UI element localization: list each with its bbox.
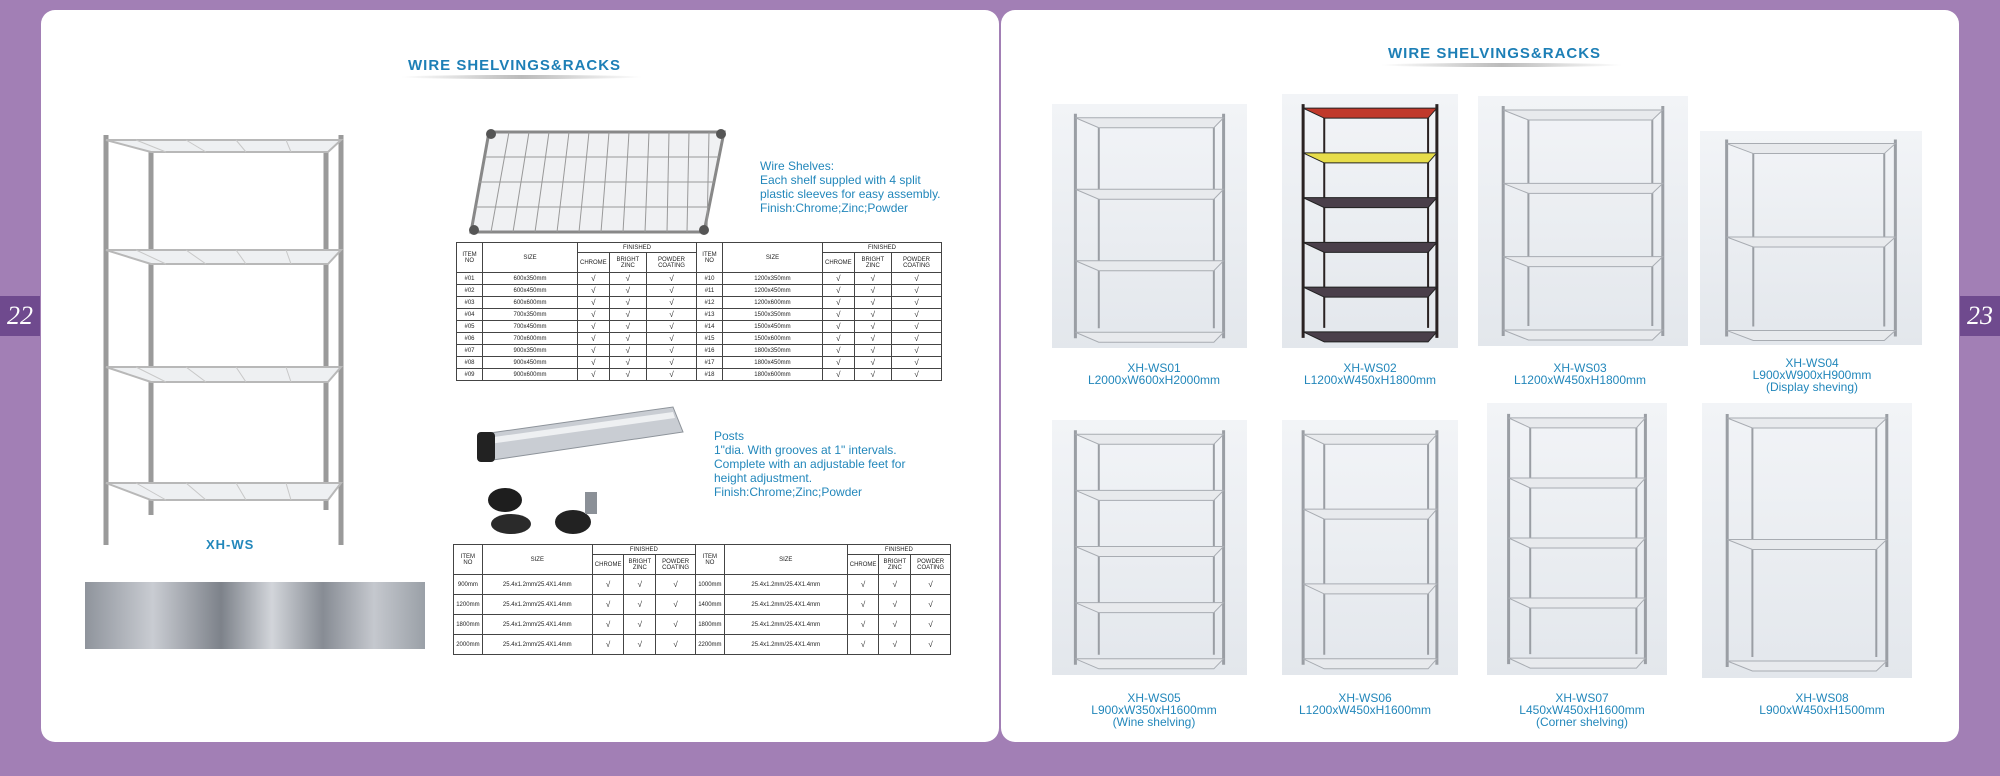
page-number-right: 23 xyxy=(1960,296,2000,336)
item-no-cell: #17 xyxy=(696,357,722,369)
item-no-cell: 1200mm xyxy=(454,595,483,615)
wire-shelves-description xyxy=(760,159,941,215)
check-cell: √ xyxy=(879,575,911,595)
size-cell: 1200x600mm xyxy=(722,297,822,309)
table-row xyxy=(457,309,942,321)
post-col-powder-coating-2: POWDER COATING xyxy=(911,555,951,575)
check-cell: √ xyxy=(656,595,696,615)
check-cell: √ xyxy=(624,595,656,615)
check-cell: √ xyxy=(822,273,854,285)
check-cell: √ xyxy=(609,357,646,369)
size-cell: 900x450mm xyxy=(483,357,578,369)
item-no-cell: #02 xyxy=(457,285,483,297)
check-cell: √ xyxy=(592,595,624,615)
size-cell: 600x350mm xyxy=(483,273,578,285)
check-cell: √ xyxy=(892,357,942,369)
check-cell: √ xyxy=(892,345,942,357)
item-no-cell: #04 xyxy=(457,309,483,321)
product-image xyxy=(1282,420,1458,675)
size-cell: 25.4x1.2mm/25.4X1.4mm xyxy=(724,635,847,655)
check-cell: √ xyxy=(656,615,696,635)
size-cell: 900x350mm xyxy=(483,345,578,357)
check-cell: √ xyxy=(609,321,646,333)
table-row xyxy=(454,635,951,655)
shelf-spec-table xyxy=(456,242,942,381)
check-cell: √ xyxy=(624,635,656,655)
size-cell: 600x600mm xyxy=(483,297,578,309)
item-no-cell: 1800mm xyxy=(695,615,724,635)
check-cell: √ xyxy=(592,575,624,595)
posts-line1: 1"dia. With grooves at 1" intervals. xyxy=(714,443,897,457)
page-number-left: 22 xyxy=(0,296,40,336)
check-cell: √ xyxy=(854,357,891,369)
post-col-bright-zinc-2: BRIGHT ZINC xyxy=(879,555,911,575)
item-no-cell: 1800mm xyxy=(454,615,483,635)
item-no-cell: 2000mm xyxy=(454,635,483,655)
item-no-cell: #05 xyxy=(457,321,483,333)
col-size: SIZE xyxy=(483,243,578,273)
post-col-size-2: SIZE xyxy=(724,545,847,575)
product-dimensions: L1200xW450xH1600mm xyxy=(1298,703,1432,717)
size-cell: 700x350mm xyxy=(483,309,578,321)
check-cell: √ xyxy=(647,285,697,297)
check-cell: √ xyxy=(822,285,854,297)
check-cell: √ xyxy=(847,595,879,615)
size-cell: 1200x450mm xyxy=(722,285,822,297)
check-cell: √ xyxy=(647,297,697,309)
product-caption xyxy=(1265,692,1465,716)
post-col-size: SIZE xyxy=(482,545,592,575)
check-cell: √ xyxy=(592,615,624,635)
check-cell: √ xyxy=(578,369,610,381)
check-cell: √ xyxy=(892,369,942,381)
item-no-cell: 900mm xyxy=(454,575,483,595)
check-cell: √ xyxy=(822,369,854,381)
item-no-cell: #09 xyxy=(457,369,483,381)
size-cell: 25.4x1.2mm/25.4X1.4mm xyxy=(482,635,592,655)
product-image xyxy=(1702,403,1912,678)
col-chrome: CHROME xyxy=(578,253,610,273)
check-cell: √ xyxy=(609,369,646,381)
size-cell: 1200x350mm xyxy=(722,273,822,285)
check-cell: √ xyxy=(647,333,697,345)
check-cell: √ xyxy=(892,297,942,309)
table-row xyxy=(457,333,942,345)
right-page-title: WIRE SHELVINGS&RACKS xyxy=(1388,45,1602,62)
col-powder-coating-2: POWDER COATING xyxy=(892,253,942,273)
col-finished-2: FINISHED xyxy=(822,243,941,253)
check-cell: √ xyxy=(911,635,951,655)
check-cell: √ xyxy=(578,321,610,333)
post-col-chrome-2: CHROME xyxy=(847,555,879,575)
table-row xyxy=(457,273,942,285)
table-row xyxy=(457,357,942,369)
check-cell: √ xyxy=(854,309,891,321)
check-cell: √ xyxy=(822,309,854,321)
product-model: XH-WS07 xyxy=(1555,691,1609,705)
product-image xyxy=(1478,96,1688,346)
size-cell: 25.4x1.2mm/25.4X1.4mm xyxy=(482,595,592,615)
check-cell: √ xyxy=(892,309,942,321)
check-cell: √ xyxy=(911,615,951,635)
posts-image xyxy=(473,402,713,542)
size-cell: 1500x350mm xyxy=(722,309,822,321)
check-cell: √ xyxy=(854,333,891,345)
item-no-cell: #07 xyxy=(457,345,483,357)
check-cell: √ xyxy=(892,333,942,345)
check-cell: √ xyxy=(911,595,951,615)
check-cell: √ xyxy=(854,369,891,381)
check-cell: √ xyxy=(609,273,646,285)
check-cell: √ xyxy=(879,595,911,615)
product-caption xyxy=(1054,692,1254,728)
size-cell: 25.4x1.2mm/25.4X1.4mm xyxy=(724,615,847,635)
product-dimensions: L900xW450xH1500mm xyxy=(1759,703,1885,717)
check-cell: √ xyxy=(578,297,610,309)
check-cell: √ xyxy=(647,273,697,285)
item-no-cell: #01 xyxy=(457,273,483,285)
product-caption xyxy=(1054,362,1254,386)
size-cell: 900x600mm xyxy=(483,369,578,381)
item-no-cell: #18 xyxy=(696,369,722,381)
check-cell: √ xyxy=(656,635,696,655)
post-col-item-no-2: ITEM NO xyxy=(695,545,724,575)
wire-shelves-line2: plastic sleeves for easy assembly. xyxy=(760,187,941,201)
size-cell: 1800x600mm xyxy=(722,369,822,381)
product-image xyxy=(1052,420,1247,675)
table-row xyxy=(457,321,942,333)
check-cell: √ xyxy=(647,321,697,333)
check-cell: √ xyxy=(822,333,854,345)
check-cell: √ xyxy=(609,345,646,357)
check-cell: √ xyxy=(578,309,610,321)
col-chrome-2: CHROME xyxy=(822,253,854,273)
col-powder-coating: POWDER COATING xyxy=(647,253,697,273)
item-no-cell: #15 xyxy=(696,333,722,345)
table-row xyxy=(457,297,942,309)
product-dimensions: L900xW350xH1600mm xyxy=(1091,703,1217,717)
check-cell: √ xyxy=(892,321,942,333)
size-cell: 600x450mm xyxy=(483,285,578,297)
col-size-2: SIZE xyxy=(722,243,822,273)
check-cell: √ xyxy=(847,635,879,655)
col-finished: FINISHED xyxy=(578,243,697,253)
posts-heading: Posts xyxy=(714,429,745,443)
main-shelving-image xyxy=(96,120,356,565)
item-no-cell: #06 xyxy=(457,333,483,345)
check-cell: √ xyxy=(822,297,854,309)
product-dimensions: L1200xW450xH1800mm xyxy=(1303,373,1437,387)
size-cell: 25.4x1.2mm/25.4X1.4mm xyxy=(482,575,592,595)
product-model: XH-WS06 xyxy=(1338,691,1392,705)
table-row xyxy=(457,369,942,381)
item-no-cell: #12 xyxy=(696,297,722,309)
check-cell: √ xyxy=(609,297,646,309)
check-cell: √ xyxy=(609,285,646,297)
product-model: XH-WS03 xyxy=(1553,361,1607,375)
check-cell: √ xyxy=(822,345,854,357)
product-model: XH-WS08 xyxy=(1795,691,1849,705)
wire-shelves-heading: Wire Shelves: xyxy=(760,159,835,173)
check-cell: √ xyxy=(609,309,646,321)
left-page xyxy=(41,10,999,742)
item-no-cell: #14 xyxy=(696,321,722,333)
product-dimensions: L2000xW600xH2000mm xyxy=(1087,373,1221,387)
product-image xyxy=(1282,94,1458,348)
check-cell: √ xyxy=(578,345,610,357)
item-no-cell: #08 xyxy=(457,357,483,369)
check-cell: √ xyxy=(854,285,891,297)
post-col-bright-zinc: BRIGHT ZINC xyxy=(624,555,656,575)
product-image xyxy=(1052,104,1247,348)
col-item-no-2: ITEM NO xyxy=(696,243,722,273)
item-no-cell: #10 xyxy=(696,273,722,285)
item-no-cell: #03 xyxy=(457,297,483,309)
left-page-title: WIRE SHELVINGS&RACKS xyxy=(408,57,622,74)
size-cell: 1800x350mm xyxy=(722,345,822,357)
size-cell: 25.4x1.2mm/25.4X1.4mm xyxy=(482,615,592,635)
product-caption xyxy=(1270,362,1470,386)
check-cell: √ xyxy=(854,273,891,285)
check-cell: √ xyxy=(854,297,891,309)
post-col-finished-2: FINISHED xyxy=(847,545,950,555)
check-cell: √ xyxy=(822,321,854,333)
item-no-cell: #16 xyxy=(696,345,722,357)
check-cell: √ xyxy=(879,635,911,655)
post-spec-table xyxy=(453,544,951,655)
col-bright-zinc-2: BRIGHT ZINC xyxy=(854,253,891,273)
product-model: XH-WS01 xyxy=(1127,361,1181,375)
item-no-cell: 2200mm xyxy=(695,635,724,655)
check-cell: √ xyxy=(647,345,697,357)
check-cell: √ xyxy=(592,635,624,655)
table-row xyxy=(457,345,942,357)
table-row xyxy=(454,595,951,615)
product-caption xyxy=(1482,692,1682,728)
product-model: XH-WS04 xyxy=(1785,356,1839,370)
product-dimensions: L450xW450xH1600mm xyxy=(1519,703,1645,717)
posts-description xyxy=(714,429,905,499)
post-col-item-no: ITEM NO xyxy=(454,545,483,575)
product-caption xyxy=(1480,362,1680,386)
product-dimensions: L900xW900xH900mm xyxy=(1752,368,1872,382)
size-cell: 1500x600mm xyxy=(722,333,822,345)
wire-shelves-line1: Each shelf suppled with 4 split xyxy=(760,173,921,187)
check-cell: √ xyxy=(847,615,879,635)
check-cell: √ xyxy=(822,357,854,369)
check-cell: √ xyxy=(892,285,942,297)
item-no-cell: #13 xyxy=(696,309,722,321)
table-row xyxy=(454,615,951,635)
check-cell: √ xyxy=(854,321,891,333)
posts-line2: Complete with an adjustable feet for xyxy=(714,457,906,471)
col-item-no: ITEM NO xyxy=(457,243,483,273)
size-cell: 1800x450mm xyxy=(722,357,822,369)
main-product-label: XH-WS xyxy=(206,537,255,552)
check-cell: √ xyxy=(578,333,610,345)
check-cell: √ xyxy=(847,575,879,595)
check-cell: √ xyxy=(647,357,697,369)
check-cell: √ xyxy=(647,369,697,381)
size-cell: 25.4x1.2mm/25.4X1.4mm xyxy=(724,575,847,595)
check-cell: √ xyxy=(879,615,911,635)
product-image xyxy=(1487,403,1667,675)
detail-photo-strip xyxy=(85,582,425,649)
wire-shelves-line3: Finish:Chrome;Zinc;Powder xyxy=(760,201,909,215)
post-col-finished: FINISHED xyxy=(592,545,695,555)
post-col-chrome: CHROME xyxy=(592,555,624,575)
wire-shelf-image xyxy=(469,122,729,242)
check-cell: √ xyxy=(624,575,656,595)
item-no-cell: #11 xyxy=(696,285,722,297)
item-no-cell: 1400mm xyxy=(695,595,724,615)
post-col-powder-coating: POWDER COATING xyxy=(656,555,696,575)
product-caption xyxy=(1722,692,1922,716)
check-cell: √ xyxy=(647,309,697,321)
product-note: (Display sheving) xyxy=(1765,380,1859,394)
check-cell: √ xyxy=(578,273,610,285)
check-cell: √ xyxy=(578,357,610,369)
check-cell: √ xyxy=(892,273,942,285)
check-cell: √ xyxy=(578,285,610,297)
item-no-cell: 1000mm xyxy=(695,575,724,595)
product-caption xyxy=(1712,357,1912,393)
product-image xyxy=(1700,131,1922,345)
product-note: (Wine shelving) xyxy=(1112,715,1196,729)
check-cell: √ xyxy=(609,333,646,345)
col-bright-zinc: BRIGHT ZINC xyxy=(609,253,646,273)
product-model: XH-WS02 xyxy=(1343,361,1397,375)
posts-line3: height adjustment. xyxy=(714,471,813,485)
check-cell: √ xyxy=(854,345,891,357)
table-row xyxy=(454,575,951,595)
check-cell: √ xyxy=(624,615,656,635)
size-cell: 700x450mm xyxy=(483,321,578,333)
size-cell: 700x600mm xyxy=(483,333,578,345)
check-cell: √ xyxy=(911,575,951,595)
product-note: (Corner shelving) xyxy=(1535,715,1629,729)
product-dimensions: L1200xW450xH1800mm xyxy=(1513,373,1647,387)
posts-line4: Finish:Chrome;Zinc;Powder xyxy=(714,485,863,499)
size-cell: 25.4x1.2mm/25.4X1.4mm xyxy=(724,595,847,615)
size-cell: 1500x450mm xyxy=(722,321,822,333)
product-model: XH-WS05 xyxy=(1127,691,1181,705)
check-cell: √ xyxy=(656,575,696,595)
table-row xyxy=(457,285,942,297)
